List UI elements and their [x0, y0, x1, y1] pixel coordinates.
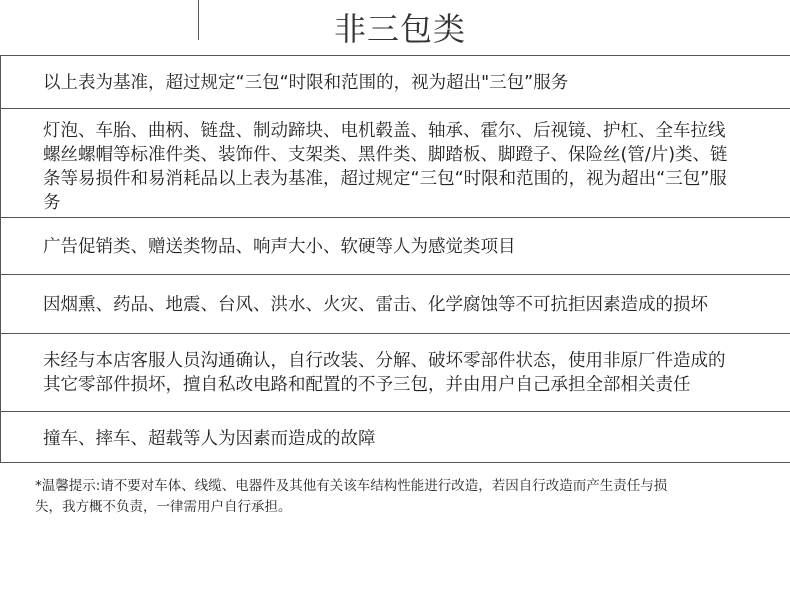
page-title: 非三包类 — [333, 10, 466, 48]
row-text: 因烟熏、药品、地震、台风、洪水、火灾、雷击、化学腐蚀等不可抗拒因素造成的损坏 — [43, 295, 708, 315]
table-row — [0, 56, 790, 109]
row-text: 以上表为基准，超过规定“三包“时限和范围的，视为超出"三包”服务 — [43, 73, 569, 93]
table-row — [0, 334, 790, 412]
table-row — [0, 109, 790, 218]
row-text: 撞车、摔车、超载等人为因素而造成的故障 — [43, 429, 376, 449]
row-text: 未经与本店客服人员沟通确认，自行改装、分解、破坏零部件状态，使用非原厂件造成的其它零部件损坏，擅自私改电路和配置的不予三包，并由用户自己承担全部相关责任 — [43, 351, 726, 395]
table-row — [0, 275, 790, 334]
row-text: 广告促销类、赠送类物品、响声大小、软硬等人为感觉类项目 — [43, 237, 516, 257]
warm-reminder-note: *温馨提示:请不要对车体、线缆、电器件及其他有关该车结构性能进行改造，若因自行改造而产生责任与损失，我方概不负责，一律需用户自行承担。 — [35, 478, 668, 515]
title-band — [0, 0, 790, 56]
row-text: 灯泡、车胎、曲柄、链盘、制动蹄块、电机毂盖、轴承、霍尔、后视镜、护杠、全车拉线螺丝螺帽等标准件类、装饰件、支架类、黑件类、脚踏板、脚蹬子、保险丝(管/片)类、链条等易损件和易消耗品以上表为基准，超过规定“三包“时限和范围的，视为超出“三包”服务 — [43, 121, 728, 213]
table-row — [0, 218, 790, 275]
title-divider — [198, 0, 199, 40]
table-row — [0, 412, 790, 463]
